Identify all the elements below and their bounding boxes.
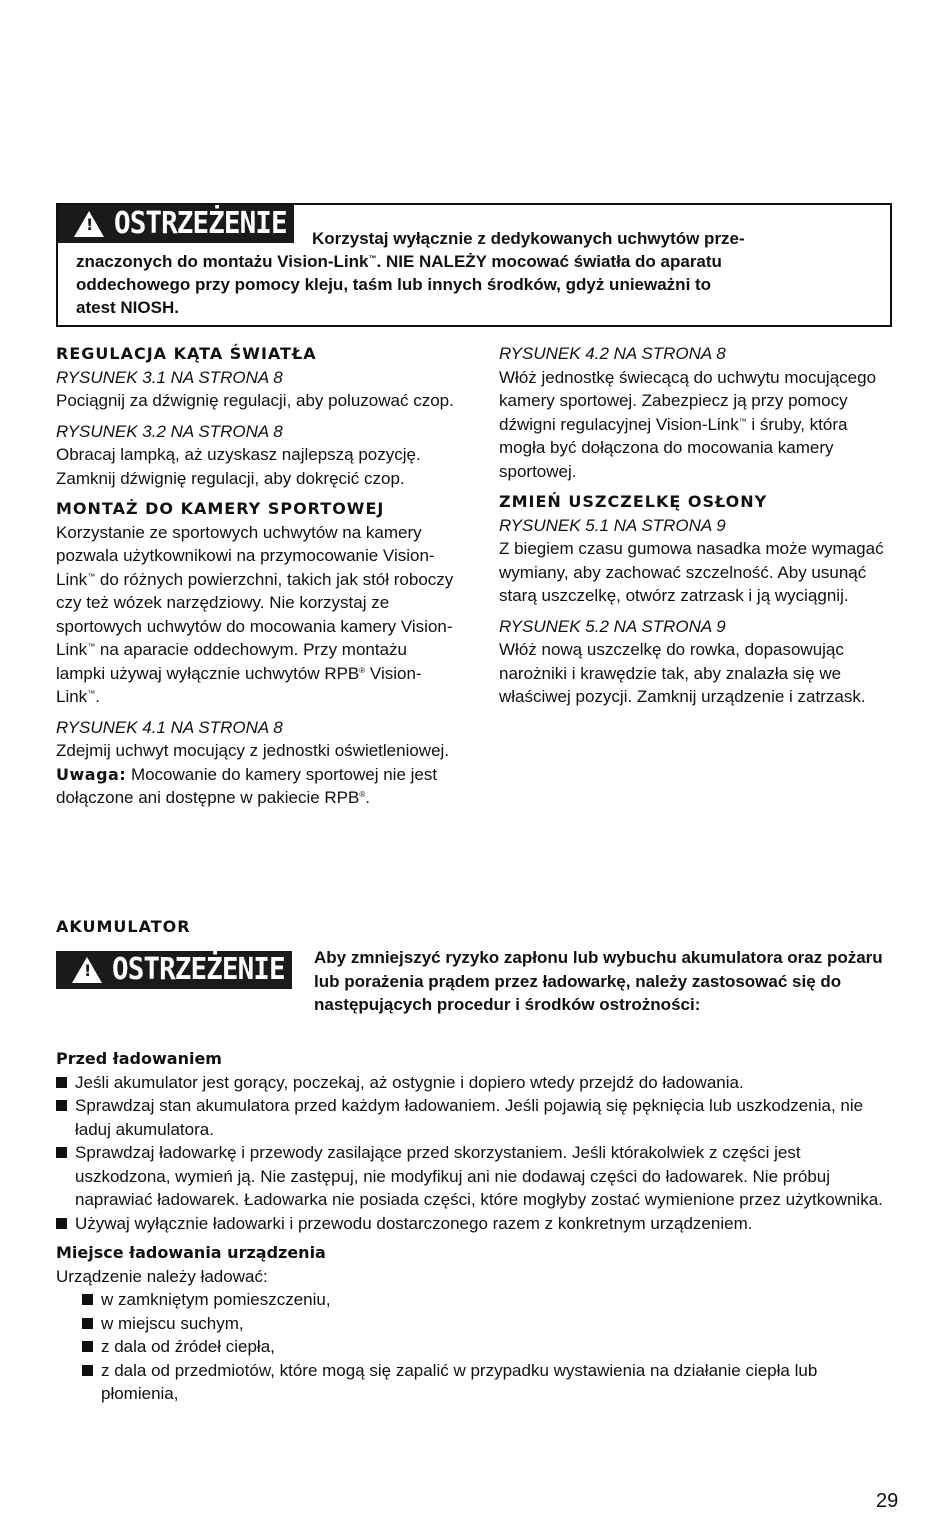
paragraph-4-1: Zdejmij uchwyt mocujący z jednostki oświetleniowej. xyxy=(56,741,450,760)
figure-ref-5-2: RYSUNEK 5.2 NA STRONA 9 xyxy=(499,616,726,636)
bullet-square-icon xyxy=(56,1100,67,1111)
bullet-square-icon xyxy=(56,1218,67,1229)
before-charging-list xyxy=(56,1071,896,1236)
battery-heading: AKUMULATOR xyxy=(56,917,191,936)
list-item: w zamkniętym pomieszczeniu, xyxy=(82,1288,892,1312)
warning-first-line: Korzystaj wyłącznie z dedykowanych uchwytów prze- xyxy=(312,229,745,248)
warning-triangle-icon: ! xyxy=(74,211,104,237)
note-paragraph: Uwaga: Mocowanie do kamery sportowej nie jest dołączone ani dostępne w pakiecie RPB®. xyxy=(56,764,438,807)
warning-badge xyxy=(58,205,294,243)
charging-place-title: Miejsce ładowania urządzenia xyxy=(56,1243,326,1262)
paragraph-mount: Korzystanie ze sportowych uchwytów na kamery pozwala użytkownikowi na przymocowanie Vision-Link™ do różnych powierzchni, takich jak stół roboczy czy też wózek narzędziowy. Nie korzystaj ze sportowych uchwytów do mocowania kamery Vision-Link™ na aparacie oddechowym. Przy montażu lampki używaj wyłącznie uchwytów RPB® Vision-Link™. xyxy=(56,522,454,706)
list-item: z dala od źródeł ciepła, xyxy=(82,1335,892,1359)
paragraph-3-1: Pociągnij za dźwignię regulacji, aby poluzować czop. xyxy=(56,391,454,410)
list-item: Sprawdzaj stan akumulatora przed każdym ładowaniem. Jeśli pojawią się pęknięcia lub uszkodzenia, nie ładuj akumulatora. xyxy=(56,1094,896,1141)
bullet-square-icon xyxy=(82,1318,93,1329)
warning-line-3: oddechowego przy pomocy kleju, taśm lub innych środków, gdyż unieważni to xyxy=(76,275,712,294)
section-heading-mount: MONTAŻ DO KAMERY SPORTOWEJ xyxy=(56,499,385,518)
warning-box xyxy=(56,203,892,327)
list-item: w miejscu suchym, xyxy=(82,1312,892,1336)
note-label: Uwaga: xyxy=(56,764,127,784)
bullet-square-icon xyxy=(82,1365,93,1376)
warning-badge-label: OSTRZEŻENIE xyxy=(114,206,287,241)
warning-line-4: atest NIOSH. xyxy=(76,298,179,317)
battery-instructions xyxy=(56,1047,896,1406)
warning-triangle-icon: ! xyxy=(72,957,102,983)
section-heading-seal: ZMIEŃ USZCZELKĘ OSŁONY xyxy=(499,492,768,511)
paragraph-3-2: Obracaj lampką, aż uzyskasz najlepszą pozycję. Zamknij dźwignię regulacji, aby dokręcić czop. xyxy=(56,445,421,488)
list-item: z dala od przedmiotów, które mogą się zapalić w przypadku wystawienia na działanie ciepła lub płomienia, xyxy=(82,1359,892,1406)
before-charging-title: Przed ładowaniem xyxy=(56,1049,222,1068)
battery-warning-badge-label: OSTRZEŻENIE xyxy=(112,952,285,987)
figure-ref-4-1: RYSUNEK 4.1 NA STRONA 8 xyxy=(56,717,283,737)
charging-place-list xyxy=(56,1288,892,1406)
warning-line-2: znaczonych do montażu Vision-Link™. NIE NALEŻY mocować światła do aparatu xyxy=(76,252,722,271)
page-number: 29 xyxy=(876,1490,899,1512)
bullet-square-icon xyxy=(56,1077,67,1088)
battery-warning-text: Aby zmniejszyć ryzyko zapłonu lub wybuchu akumulatora oraz pożaru lub porażenia prądem przez ładowarkę, należy zastosować się do następujących procedur i środków ostrożności: xyxy=(314,948,883,1014)
bullet-square-icon xyxy=(82,1294,93,1305)
left-column xyxy=(56,342,454,810)
figure-ref-3-2: RYSUNEK 3.2 NA STRONA 8 xyxy=(56,421,283,441)
battery-warning-badge xyxy=(56,951,292,989)
bullet-square-icon xyxy=(82,1341,93,1352)
list-item: Używaj wyłącznie ładowarki i przewodu dostarczonego razem z konkretnym urządzeniem. xyxy=(56,1212,896,1236)
paragraph-5-1: Z biegiem czasu gumowa nasadka może wymagać wymiany, aby zachować szczelność. Aby usunąć starą uszczelkę, otwórz zatrzask i ją wyciągnij. xyxy=(499,539,884,605)
paragraph-5-2: Włóż nową uszczelkę do rowka, dopasowując narożniki i krawędzie tak, aby znalazła się we właściwej pozycji. Zamknij urządzenie i zatrzask. xyxy=(499,640,866,706)
figure-ref-4-2: RYSUNEK 4.2 NA STRONA 8 xyxy=(499,344,726,363)
list-item: Sprawdzaj ładowarkę i przewody zasilające przed skorzystaniem. Jeśli którakolwiek z części jest uszkodzona, wymień ją. Nie zastępuj, nie modyfikuj ani nie dodawaj części do ładowarek. Nie próbuj naprawiać ładowarek. Ładowarka nie posiada części, które mogłyby zostać wymienione przez użytkownika. xyxy=(56,1141,896,1212)
figure-ref-3-1: RYSUNEK 3.1 NA STRONA 8 xyxy=(56,367,283,387)
section-heading-angle: REGULACJA KĄTA ŚWIATŁA xyxy=(56,344,317,363)
figure-ref-5-1: RYSUNEK 5.1 NA STRONA 9 xyxy=(499,515,726,535)
right-column xyxy=(499,342,891,709)
list-item: Jeśli akumulator jest gorący, poczekaj, aż ostygnie i dopiero wtedy przejdź do ładowania. xyxy=(56,1071,896,1095)
bullet-square-icon xyxy=(56,1147,67,1158)
paragraph-4-2: Włóż jednostkę świecącą do uchwytu mocującego kamery sportowej. Zabezpiecz ją przy pomocy dźwigni regulacyjnej Vision-Link™ i śruby, która mogła być dołączona do mocowania kamery sportowej. xyxy=(499,367,877,481)
charging-place-intro: Urządzenie należy ładować: xyxy=(56,1266,268,1286)
